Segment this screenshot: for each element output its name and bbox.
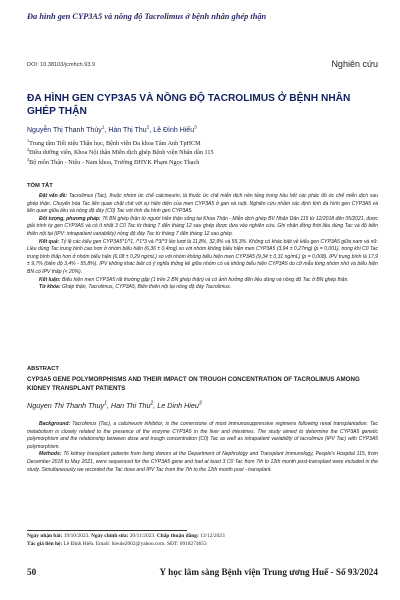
abstract-paragraph: Kết luận: Biểu hiện men CYP3A5 rất thường gặp (1 trên 2 BN ghép thận) và có ảnh hưởng đến liều dùng và nồng độ Tac ở BN ghép thận. bbox=[39, 276, 349, 283]
author: Han Thi Thu$^2$, bbox=[110, 400, 158, 410]
submission-dates: Ngày nhận bài: 19/10/2023. Ngày chỉnh sửa: 20/11/2023. Chấp thuận đăng: 13/12/2023 bbox=[27, 533, 225, 539]
corresponding-author: Tác giả liên hệ: Lê Đình Hiếu. Email: hieule2002@yahoo.com. SĐT: 0918274653 bbox=[27, 540, 207, 547]
author-list-en bbox=[27, 401, 202, 410]
affiliations bbox=[27, 139, 214, 167]
abstract-heading-vn: TÓM TẮT bbox=[27, 183, 53, 189]
footnote-divider bbox=[27, 530, 187, 531]
abstract-paragraph: Background: Tacrolimus (Tac), a calcineurin inhibitor, is the cornerstone of most immunosuppressive regimens following renal transplantation. Tac metabolism is closely related to the presence of the enzyme CYP3A5 in the liver and intestines. The study aimed to determine the CYP3A5 genetic polymorphism and the relationship between dose and trough concentration (C0) Tac as well as intrapatient variability of tacrolimus (IPV Tac) with CYP3A5 polymorphism. bbox=[27, 421, 378, 450]
affiliation: $^2$Điều dưỡng viên, Khoa Nội thận Miễn dịch ghép Bệnh viện Nhân dân 115 bbox=[27, 147, 214, 157]
page-number: 50 bbox=[27, 567, 37, 577]
author: Nguyễn Thị Thanh Thúy$^1$, bbox=[27, 125, 109, 134]
article-title-en: CYP3A5 GENE POLYMORPHISMS AND THEIR IMPACT ON TROUGH CONCENTRATION OF TACROLIMUS AMONG KIDNEY TRANSPLANT PATIENTS bbox=[27, 376, 360, 392]
section-label: Nghiên cứu bbox=[331, 59, 378, 69]
author: Le Dinh Hieu$^3$ bbox=[157, 400, 202, 410]
abstract-en bbox=[27, 421, 378, 474]
author-list-vn bbox=[27, 127, 197, 134]
abstract-paragraph: Đối tượng, phương pháp: 76 BN ghép thận từ người hiến thận sống tại Khoa Thận - Miễn dịch ghép BV Nhân Dân 115 từ 12/2018 đến 05/2021, được giải trình tự gen CYP3A5 và có ít nhất 3 C0 Tac từ tháng 7 đến tháng 12 sau ghép được đưa vào nghiên cứu. Ghi nhận đồng thời liều dùng Tac và độ biến thiên nội tại (IPV: intrapatient variability) nồng độ đáy Tac từ tháng 7 đến tháng 12 sau ghép. bbox=[27, 215, 378, 237]
abstract-paragraph: Đặt vấn đề: Tacrolimus (Tac), thuộc nhóm ức chế calcineurin, là thuốc ức chế miễn dịch nền tảng trong hầu hết các phác đồ ức chế miễn dịch sau ghép thận. Chuyển hóa Tac liên quan chặt chẽ với sự hiện diện của men CYP3A5 ở gan và ruột. Nghiên cứu nhằm xác định tính đa hình gen CYP3A5 và liên quan giữa liều và nồng độ đáy (C0) Tac với tính đa hình gen CYP3A5. bbox=[27, 193, 378, 215]
author: Nguyen Thi Thanh Thuy$^1$, bbox=[27, 400, 111, 410]
abstract-paragraph: Kết quả: Tỷ lệ các kiểu gen CYP3A5*1/*1, /*1*3 và /*3/*3 lần lượt là 11,8%, 32,9% và 55,3%. Không có khác biệt về kiểu gen CYP3A5 giữa nam và nữ. Liều dùng Tac trung bình cao hơn ở nhóm biểu hiện (6,36 ± 0,4mg) so với nhóm không biểu hiện men CYP3A5 (3,94 ± 0,27mg) (p = 0,001), trong khi C0 Tac trung bình thấp hơn ở nhóm biểu hiện (6,08 ± 0,29 ng/mL) so với nhóm không biểu hiện men CYP3A5 (9,34 ± 0,31 ng/mL) (p = 0,008). IPV trung bình là 17,9 ± 9,7% (biên độ 3,4% - 55,8%). IPV không khác biệt có ý nghĩa thống kê giữa nhóm có và không biểu hiện CYP3A5 do cỡ mẫu từng nhóm nhỏ và biểu hiện BN có IPV thấp (< 20%). bbox=[27, 238, 378, 275]
affiliation: $^3$Bộ môn Thận - Niệu - Nam khoa, Trường ĐHYK Phạm Ngọc Thạch bbox=[27, 156, 200, 166]
keywords: Từ khóa: Ghép thận, Tacrolimus, CYP3A5, Biến thiên nội tại nồng độ đáy Tacrolimus. bbox=[39, 284, 232, 291]
author: Lê Đình Hiếu$^3$ bbox=[153, 125, 197, 134]
abstract-vn bbox=[27, 193, 378, 292]
journal-name: Y học lâm sàng Bệnh viện Trung ương Huế - Số 93/2024 bbox=[159, 567, 378, 577]
running-header: Đa hình gen CYP3A5 và nồng độ Tacrolimus ở bệnh nhân ghép thận bbox=[27, 12, 267, 21]
author: Hàn Thị Thu$^2$, bbox=[108, 125, 154, 134]
affiliation: $^1$Trung tâm Tiết niệu Thận học, Bệnh viện Đa khoa Tâm Anh TpHCM bbox=[27, 137, 201, 147]
abstract-paragraph: Methods: 76 kidney transplant patients from living donors at the Department of Nephrology and Transplant Immunology, People's Hospital 115, from December 2018 to May 2021, were sequenced for the CYP3A5 gene and had at least 3 C0 Tac from 7th to 12th month post-transplant were included in the study. Simultaneously we recorded the Tac dose and IPV Tac from the 7th to the 12th month post - transplant. bbox=[27, 451, 378, 473]
article-dates bbox=[27, 533, 225, 549]
article-title-vn: ĐA HÌNH GEN CYP3A5 VÀ NỒNG ĐỘ TACROLIMUS Ở BỆNH NHÂN GHÉP THẬN bbox=[27, 93, 351, 117]
abstract-heading-en: ABSTRACT bbox=[27, 366, 59, 372]
doi[interactable]: DOI: 10.38103/jcmhch.93.9 bbox=[27, 62, 96, 68]
